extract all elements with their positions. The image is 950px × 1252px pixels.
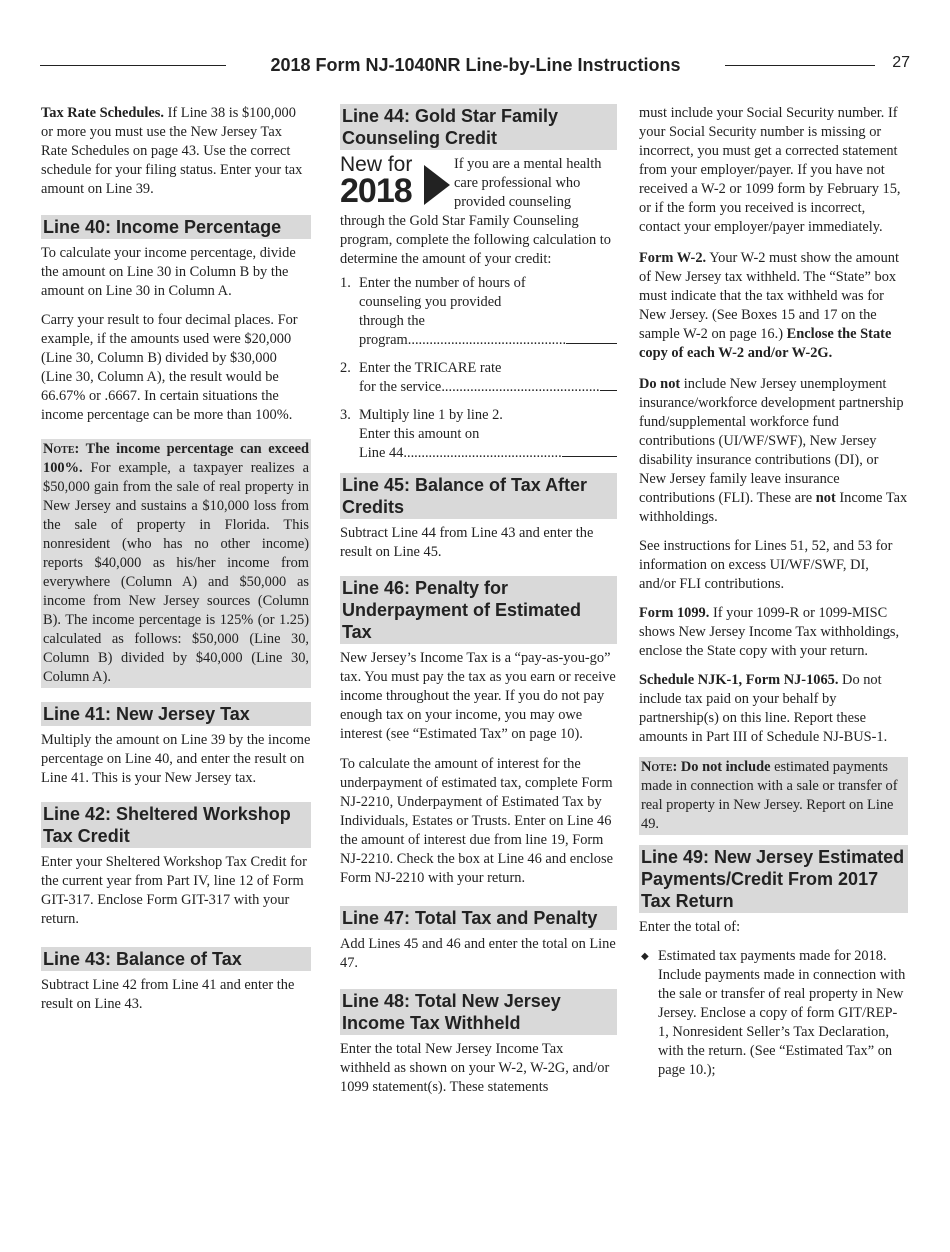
line41-paragraph: Multiply the amount on Line 39 by the income percentage on Line 40, and enter the result on Line 41. This is your New Jersey tax. (41, 732, 311, 786)
line46-paragraph-2: To calculate the amount of interest for the underpayment of estimated tax, complete Form NJ-2210, Underpayment of Estimated Tax by Individuals, Estates or Trusts. Enter on Line 46 the amount of interest due from line 19, Form NJ-2210. Check the box at Line 46 and enclose Form NJ-2210 with your return. (340, 756, 613, 886)
bullet-icon: ◆ (641, 951, 649, 962)
calc-item-1: 1. Enter the number of hours of counseling you provided through the program ............................................ (340, 274, 617, 350)
column-left (41, 104, 311, 1024)
line49-heading: Line 49: New Jersey Estimated Payments/Credit From 2017 Tax Return (639, 845, 908, 913)
page-number: 27 (892, 54, 910, 71)
line44-intro: New for 2018 If you are a mental health care professional who provided counseling through the Gold Star Family Counseling program, complete the following calculation to determine the amount of your credit: (340, 153, 611, 267)
arrow-icon (424, 165, 454, 205)
line45-heading: Line 45: Balance of Tax After Credits (340, 473, 617, 519)
line40-paragraph-1: To calculate your income percentage, divide the amount on Line 30 in Column B by the amount on Line 30 in Column A. (41, 245, 296, 299)
column-middle (340, 104, 617, 1107)
calc-item-2: 2. Enter the TRICARE rate for the service ............................................ (340, 359, 617, 397)
line49-list (639, 947, 908, 1080)
page-title: 2018 Form NJ-1040NR Line-by-Line Instructions (270, 55, 681, 75)
header-rule-right (725, 65, 875, 66)
credit-entry-line[interactable] (562, 444, 617, 457)
schedule-njk1-paragraph: Schedule NJK-1, Form NJ-1065. Do not include tax paid on your behalf by partnership(s) on this line. Report these amounts in Part III of Schedule NJ-BUS-1. (639, 672, 888, 745)
line41-heading: Line 41: New Jersey Tax (41, 702, 311, 726)
tax-rate-paragraph: Tax Rate Schedules. If Line 38 is $100,000 or more you must use the New Jersey Tax Rate Schedules on page 43. Use the correct schedule for your filing status. Enter your tax amount on Line 39. (41, 105, 303, 197)
list-item: ◆ Estimated tax payments made for 2018. Include payments made in connection with the sale or transfer of real property in New Jersey. Enclose a copy of form GIT/REP-1, Nonresident Seller’s Tax Declaration, with the return. (See “Estimated Tax” on page 10.); (641, 948, 906, 1078)
line40-heading: Line 40: Income Percentage (41, 215, 311, 239)
new-for-2018-badge: New for 2018 (340, 157, 452, 211)
line46-paragraph-1: New Jersey’s Income Tax is a “pay-as-you-go” tax. You must pay the tax as you earn or receive income throughout the year. If you do not pay enough tax on your income, you may owe interest (see “Estimated Tax” on page 10). (340, 650, 616, 742)
line43-heading: Line 43: Balance of Tax (41, 947, 311, 971)
ssn-paragraph: must include your Social Security number. If your Social Security number is missing or incorrect, you must get a corrected statement from your employer/payer. If you have not received a W-2 or 1099 form by February 15, or if the form you received is incorrect, contact your employer/payer immediately. (639, 105, 901, 235)
line40-paragraph-2: Carry your result to four decimal places. For example, if the amounts used were $20,000 (Line 30, Column B) divided by $30,000 (Line 30, Column A), the result would be 66.67% or .6667. In certain situations the income percentage can be more than 100%. (41, 312, 298, 423)
see-instructions-paragraph: See instructions for Lines 51, 52, and 53 for information on excess UI/WF/SWF, DI, and/or FLI contributions. (639, 538, 893, 592)
line45-paragraph: Subtract Line 44 from Line 43 and enter the result on Line 45. (340, 525, 594, 560)
line42-heading: Line 42: Sheltered Workshop Tax Credit (41, 802, 311, 848)
do-not-include-paragraph: Do not include New Jersey unemployment insurance/workforce development partnership fund/supplemental workforce fund contributions (UI/WF/SWF), New Jersey disability insurance contributions (DI), or New Jersey family leave insurance contributions (FLI). These are not Income Tax withholdings. (639, 376, 908, 525)
line47-paragraph: Add Lines 45 and 46 and enter the total on Line 47. (340, 936, 616, 971)
estimated-payments-note: Note: Do not include estimated payments made in connection with a sale or transfer of real property in New Jersey. Report on Line 49. (639, 757, 908, 835)
line42-paragraph: Enter your Sheltered Workshop Tax Credit for the current year from Part IV, line 12 of Form GIT-317. Enclose Form GIT-317 with your return. (41, 854, 307, 927)
calc-item-3: 3. Multiply line 1 by line 2. Enter this amount on Line 44 ............................................ (340, 406, 617, 463)
rate-entry-line[interactable] (600, 378, 617, 391)
line49-intro: Enter the total of: (639, 919, 741, 935)
line43-paragraph: Subtract Line 42 from Line 41 and enter the result on Line 43. (41, 977, 295, 1012)
form-1099-paragraph: Form 1099. If your 1099-R or 1099-MISC shows New Jersey Income Tax withholdings, enclose the State copy with your return. (639, 605, 900, 659)
line48-paragraph: Enter the total New Jersey Income Tax withheld as shown on your W-2, W-2G, and/or 1099 statement(s). These statements (340, 1041, 610, 1095)
line44-heading: Line 44: Gold Star Family Counseling Credit (340, 104, 617, 150)
line48-heading: Line 48: Total New Jersey Income Tax Withheld (340, 989, 617, 1035)
column-right (639, 104, 908, 1080)
line46-heading: Line 46: Penalty for Underpayment of Estimated Tax (340, 576, 617, 644)
form-w2-paragraph: Form W-2. Your W-2 must show the amount of New Jersey tax withheld. The “State” box must indicate that the tax withheld was for New Jersey. (See Boxes 15 and 17 on the sample W-2 on page 16.) Enclose the State copy of each W-2 and/or W-2G. (639, 250, 899, 361)
credit-calculation-list (340, 274, 617, 463)
hours-entry-line[interactable] (566, 331, 617, 344)
income-percentage-note: Note: The income percentage can exceed 100%. For example, a taxpayer realizes a $50,000 gain from the sale of real property in New Jersey and sustains a $10,000 loss from the sale of property in Florida. This nonresident (who has no other income) reports $40,000 as his/her income from everywhere (Column A) and $50,000 as income from New Jersey sources (Column B). The income percentage is 125% (or 1.25) calculated as follows: $50,000 (Line 30, Column B) divided by $40,000 (Line 30, Column A). (41, 439, 311, 688)
header-rule-left (40, 65, 226, 66)
page-header (40, 52, 910, 78)
line47-heading: Line 47: Total Tax and Penalty (340, 906, 617, 930)
